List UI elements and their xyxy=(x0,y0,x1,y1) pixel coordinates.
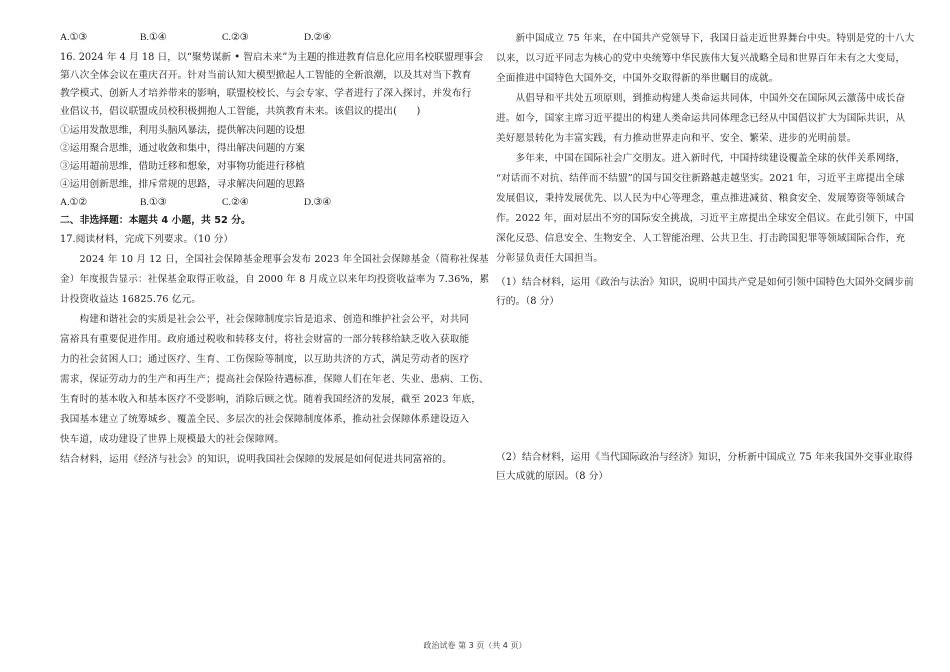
q17-material-line: 力的社会贫困人口；通过医疗、生育、工伤保险等制度，以互助共济的方式，满足劳动者的医疗 xyxy=(60,354,470,365)
answer-space-1[interactable] xyxy=(496,312,891,442)
q18-material-line: “对话而不对抗、结伴而不结盟”的国与国交往新路越走越坚实。2021 年，习近平主席提出全球 xyxy=(496,173,905,184)
q18-material-line: 深化反恐、信息安全、生物安全、人工智能治理、公共卫生、打击跨国犯罪等领域国际合作，充 xyxy=(496,233,906,244)
q15-option-a[interactable]: A.①③ xyxy=(60,32,88,43)
q16-stem-line: 第八次全体会议在重庆召开。针对当前认知大模型掀起人工智能的全新浪潮，以及其对当下教育 xyxy=(60,70,472,81)
q16-option-d[interactable]: D.③④ xyxy=(304,197,332,208)
q17-material-line: 需求，保证劳动力的生产和再生产；提高社会保险待遇标准，保障人们在年老、失业、患病、工伤、 xyxy=(60,374,489,385)
page-footer: 政治试卷 第 3 页（共 4 页） xyxy=(423,641,527,650)
q15-option-b[interactable]: B.①④ xyxy=(140,32,167,43)
q18-2-line: （2）结合材料，运用《当代国际政治与经济》知识，分析新中国成立 75 年来我国外交事业取得 xyxy=(496,452,913,463)
q18-material-line: 美好愿景转化为丰富实践，有力推动世界走向和平、安全、繁荣、进步的光明前景。 xyxy=(496,133,857,144)
q18-material-line: 多年来，中国在国际社会广交朋友。进入新时代，中国持续建设覆盖全球的伙伴关系网络， xyxy=(496,153,906,164)
q16-item-2: ②运用聚合思维，通过收敛和集中，得出解决问题的方案 xyxy=(60,143,305,154)
q17-material-line: 生育时的基本收入和基本医疗不受影响，消除后顾之忧。随着我国经济的发展，截至 2023 年底， xyxy=(60,394,482,405)
answer-space-2[interactable] xyxy=(496,488,891,628)
section-title: 二、非选择题：本题共 4 小题，共 52 分。 xyxy=(60,215,251,226)
q16-item-3: ③运用超前思维，借助迁移和想象，对事物功能进行移植 xyxy=(60,161,305,172)
q17-material-line: 我国基本建立了统筹城乡、覆盖全民、多层次的社会保障制度体系，推动社会保障体系建设迈入 xyxy=(60,414,470,425)
q18-material-line: 作。2022 年，面对层出不穷的国际安全挑战，习近平主席提出全球安全倡议。在此引领下，中国 xyxy=(496,213,914,224)
q17-material-line: 2024 年 10 月 12 日，全国社会保障基金理事会发布 2023 年全国社会保障基金（简称社保基 xyxy=(60,254,489,265)
q18-material-line: 以来，以习近平同志为核心的党中央统筹中华民族伟大复兴战略全局和世界百年未有之大变局， xyxy=(496,53,906,64)
q17-material-line: 计投资收益达 16825.76 亿元。 xyxy=(60,294,202,305)
q16-item-4: ④运用创新思维，排斥常规的思路，寻求解决问题的思路 xyxy=(60,179,305,190)
q17-stem: 17.阅读材料，完成下列要求。（10 分） xyxy=(60,234,234,245)
q18-material-line: 分彰显负责任大国担当。 xyxy=(496,253,604,264)
q16-option-b[interactable]: B.①③ xyxy=(140,197,167,208)
q18-material-line: 发展倡议，秉持发展优先、以人民为中心等理念，重点推进减贫、粮食安全、发展筹资等领域合 xyxy=(496,193,906,204)
q16-stem-line: 16. 2024 年 4 月 18 日，以“聚势谋新 • 智启未来”为主题的推进教育信息化应用名校联盟理事会 xyxy=(60,52,484,63)
q16-option-c[interactable]: C.②④ xyxy=(222,197,249,208)
q18-material-line: 全面推进中国特色大国外交，中国外交取得新的举世瞩目的成就。 xyxy=(496,73,779,84)
q15-option-c[interactable]: C.②③ xyxy=(222,32,249,43)
q17-material-line: 快车道，成功建设了世界上规模最大的社会保障网。 xyxy=(60,434,285,445)
q17-material-line: 富裕具有重要促进作用。政府通过税收和转移支付，将社会财富的一部分转移给缺乏收入获取能 xyxy=(60,334,470,345)
q16-stem-line: 业倡议书，倡议联盟成员校积极拥抱人工智能，共筑教育未来。该倡议的提出( ) xyxy=(60,106,421,117)
q18-1-line: （1）结合材料，运用《政治与法治》知识，说明中国共产党是如何引领中国特色大国外交阔步前 xyxy=(496,277,914,288)
q18-material-line: 进。如今，国家主席习近平提出的构建人类命运共同体理念已经从中国倡议扩大为国际共识，从 xyxy=(496,113,906,124)
q18-1-line: 行的。（8 分） xyxy=(496,296,560,307)
q16-stem-line: 教学模式、创新人才培养带来的影响，联盟校校长、与会专家、学者进行了深入探讨，并发布行 xyxy=(60,88,472,99)
q17-material-line: 金）年度报告显示：社保基金取得正收益，自 2000 年 8 月成立以来年均投资收益率为 7.36%，累 xyxy=(60,274,490,285)
q18-material-line: 新中国成立 75 年来，在中国共产党领导下，我国日益走近世界舞台中央。特别是党的十八大 xyxy=(496,33,915,44)
q18-material-line: 从倡导和平共处五项原则，到推动构建人类命运共同体，中国外交在国际风云激荡中成长奋 xyxy=(496,93,906,104)
q17-material-line: 构建和谐社会的实质是社会公平，社会保障制度宗旨是追求、创造和维护社会公平，对共同 xyxy=(60,314,470,325)
q17-question: 结合材料，运用《经济与社会》的知识，说明我国社会保障的发展是如何促进共同富裕的。 xyxy=(60,454,452,465)
q18-2-line: 巨大成就的原因。（8 分） xyxy=(496,471,609,482)
q16-option-a[interactable]: A.①② xyxy=(60,197,88,208)
q16-item-1: ①运用发散思维，利用头脑风暴法，提供解决问题的设想 xyxy=(60,125,305,136)
q15-option-d[interactable]: D.②④ xyxy=(304,32,332,43)
